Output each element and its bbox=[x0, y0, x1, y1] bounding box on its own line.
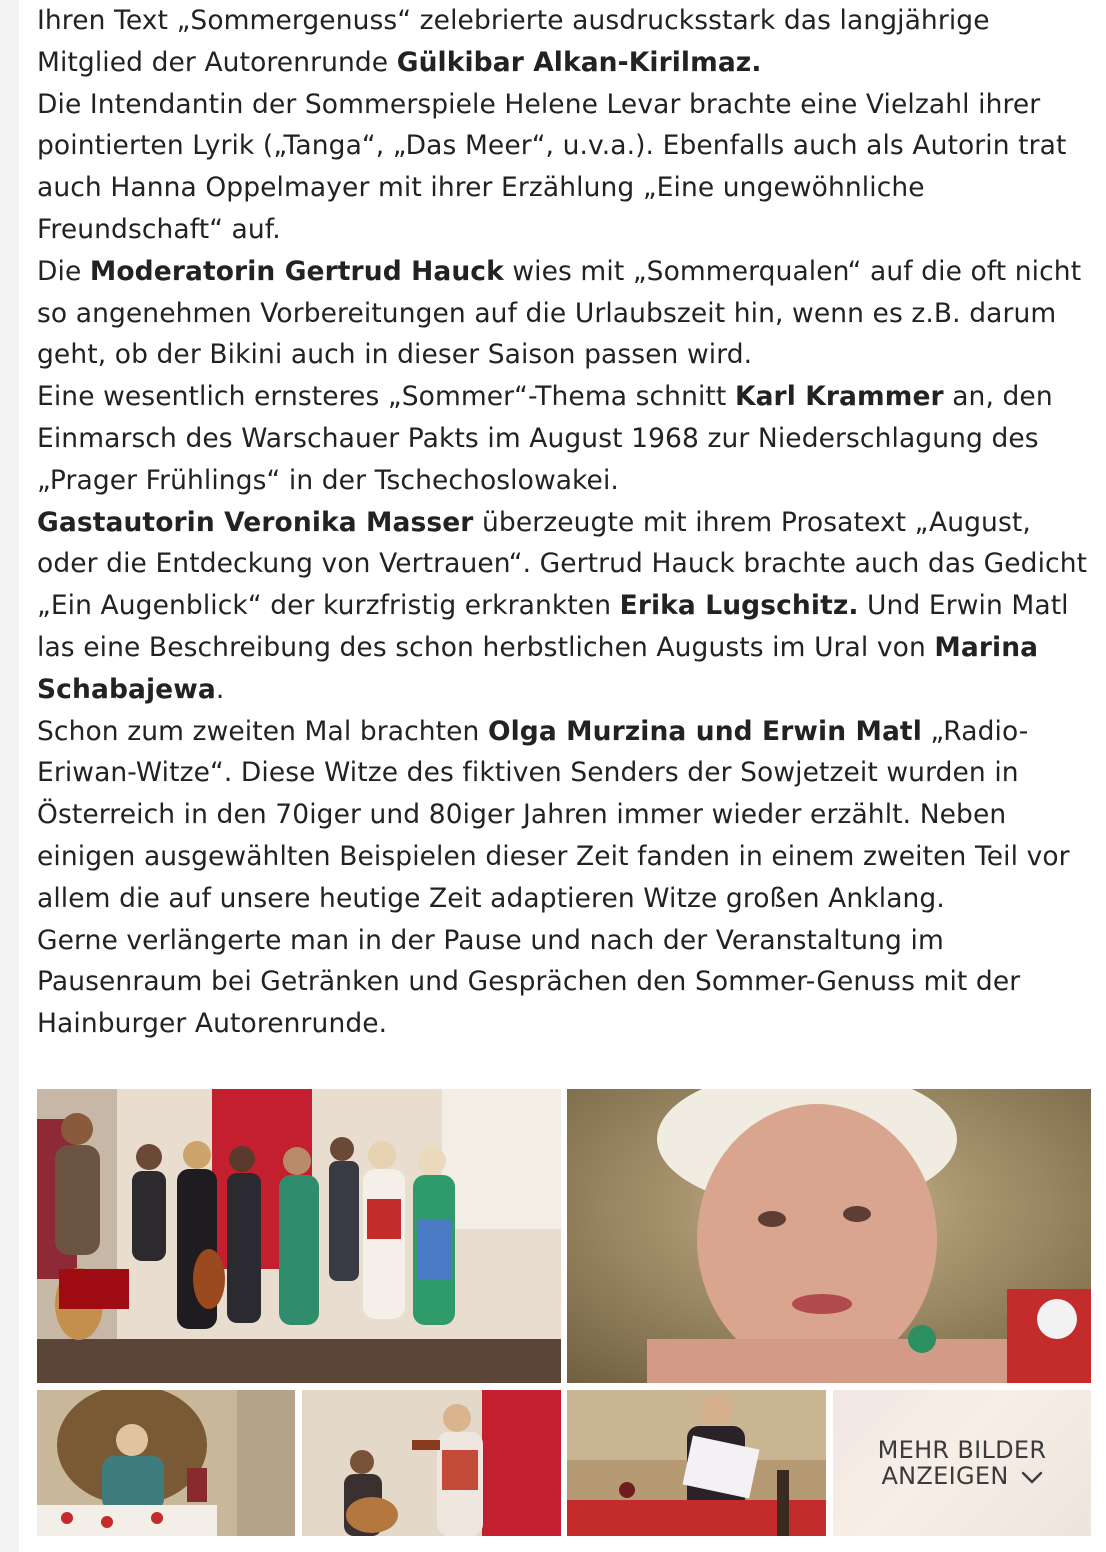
group-photo-image bbox=[37, 1089, 561, 1383]
paragraph-5: Gastautorin Veronika Masser überzeugte mit ihrem Prosatext „August, oder die Entdeckung von Vertrauen“. Gertrud Hauck brachte auch das Gedicht „Ein Augenblick“ der kurzfristig erkrankten Erika Lugschitz. Und Erwin Matl las eine Beschreibung des schon herbstlichen Augusts im Ural von Marina Schabajewa. bbox=[37, 506, 1088, 705]
chevron-down-icon bbox=[1021, 1464, 1043, 1490]
photo-gallery bbox=[37, 1089, 1091, 1536]
author-name: Gülkibar Alkan-Kirilmaz. bbox=[396, 46, 762, 78]
show-more-label: MEHR BILDER ANZEIGEN bbox=[877, 1435, 1047, 1490]
portrait-photo-image bbox=[567, 1089, 1091, 1383]
paragraph-3: Die Moderatorin Gertrud Hauck wies mit „Sommerqualen“ auf die oft nicht so angenehmen Vorbereitungen auf die Urlaubszeit hin, wenn es z.B. darum geht, ob der Bikini auch in dieser Saison passen wird. bbox=[37, 255, 1082, 371]
paragraph-6: Schon zum zweiten Mal brachten Olga Murzina und Erwin Matl „Radio-Eriwan-Witze“. Diese Witze des fiktiven Senders der Sowjetzeit wurden in Österreich in den 70iger und 80iger Jahren immer wieder erzählt. Neben einigen ausgewählten Beispielen dieser Zeit fanden in einem zweiten Teil vor allem die auf unsere heutige Zeit adaptieren Witze großen Anklang. bbox=[37, 715, 1070, 914]
author-name: Marina Schabajewa bbox=[37, 631, 1039, 705]
left-margin-bar bbox=[0, 0, 19, 1552]
gallery-photo-reader[interactable] bbox=[37, 1390, 295, 1536]
paragraph-4: Eine wesentlich ernsteres „Sommer“-Thema schnitt Karl Krammer an, den Einmarsch des Warschauer Pakts im August 1968 zur Niederschlagung des „Prager Frühlings“ in der Tschechoslowakei. bbox=[37, 381, 1053, 496]
speaker-photo-image bbox=[567, 1390, 826, 1536]
reader-photo-image bbox=[37, 1390, 295, 1536]
author-name: Erika Lugschitz. bbox=[619, 590, 859, 622]
gallery-photo-musicians[interactable] bbox=[302, 1390, 561, 1536]
gallery-photo-speaker[interactable] bbox=[567, 1390, 826, 1536]
author-name: Karl Krammer bbox=[734, 381, 944, 413]
paragraph-2: Die Intendantin der Sommerspiele Helene Levar brachte eine Vielzahl ihrer pointierten Lyrik („Tanga“, „Das Meer“, u.v.a.). Ebenfalls auch als Autorin trat auch Hanna Oppelmayer mit ihrer Erzählung „Eine ungewöhnliche Freundschaft“ auf. bbox=[37, 88, 1067, 245]
author-name: Moderatorin Gertrud Hauck bbox=[89, 255, 504, 287]
gallery-photo-group[interactable] bbox=[37, 1089, 561, 1383]
article-body bbox=[37, 0, 1097, 1045]
paragraph-7: Gerne verlängerte man in der Pause und nach der Veranstaltung im Pausenraum bei Getränken und Gesprächen den Sommer-Genuss mit der Hainburger Autorenrunde. bbox=[37, 924, 1021, 1040]
show-more-pictures-button[interactable] bbox=[833, 1390, 1091, 1536]
author-name: Olga Murzina und Erwin Matl bbox=[487, 715, 922, 747]
gallery-photo-portrait[interactable] bbox=[567, 1089, 1091, 1383]
musicians-photo-image bbox=[302, 1390, 561, 1536]
author-name: Gastautorin Veronika Masser bbox=[37, 506, 474, 538]
paragraph-1: Ihren Text „Sommergenuss“ zelebrierte ausdrucksstark das langjährige Mitglied der Autorenrunde Gülkibar Alkan-Kirilmaz. bbox=[37, 5, 990, 78]
